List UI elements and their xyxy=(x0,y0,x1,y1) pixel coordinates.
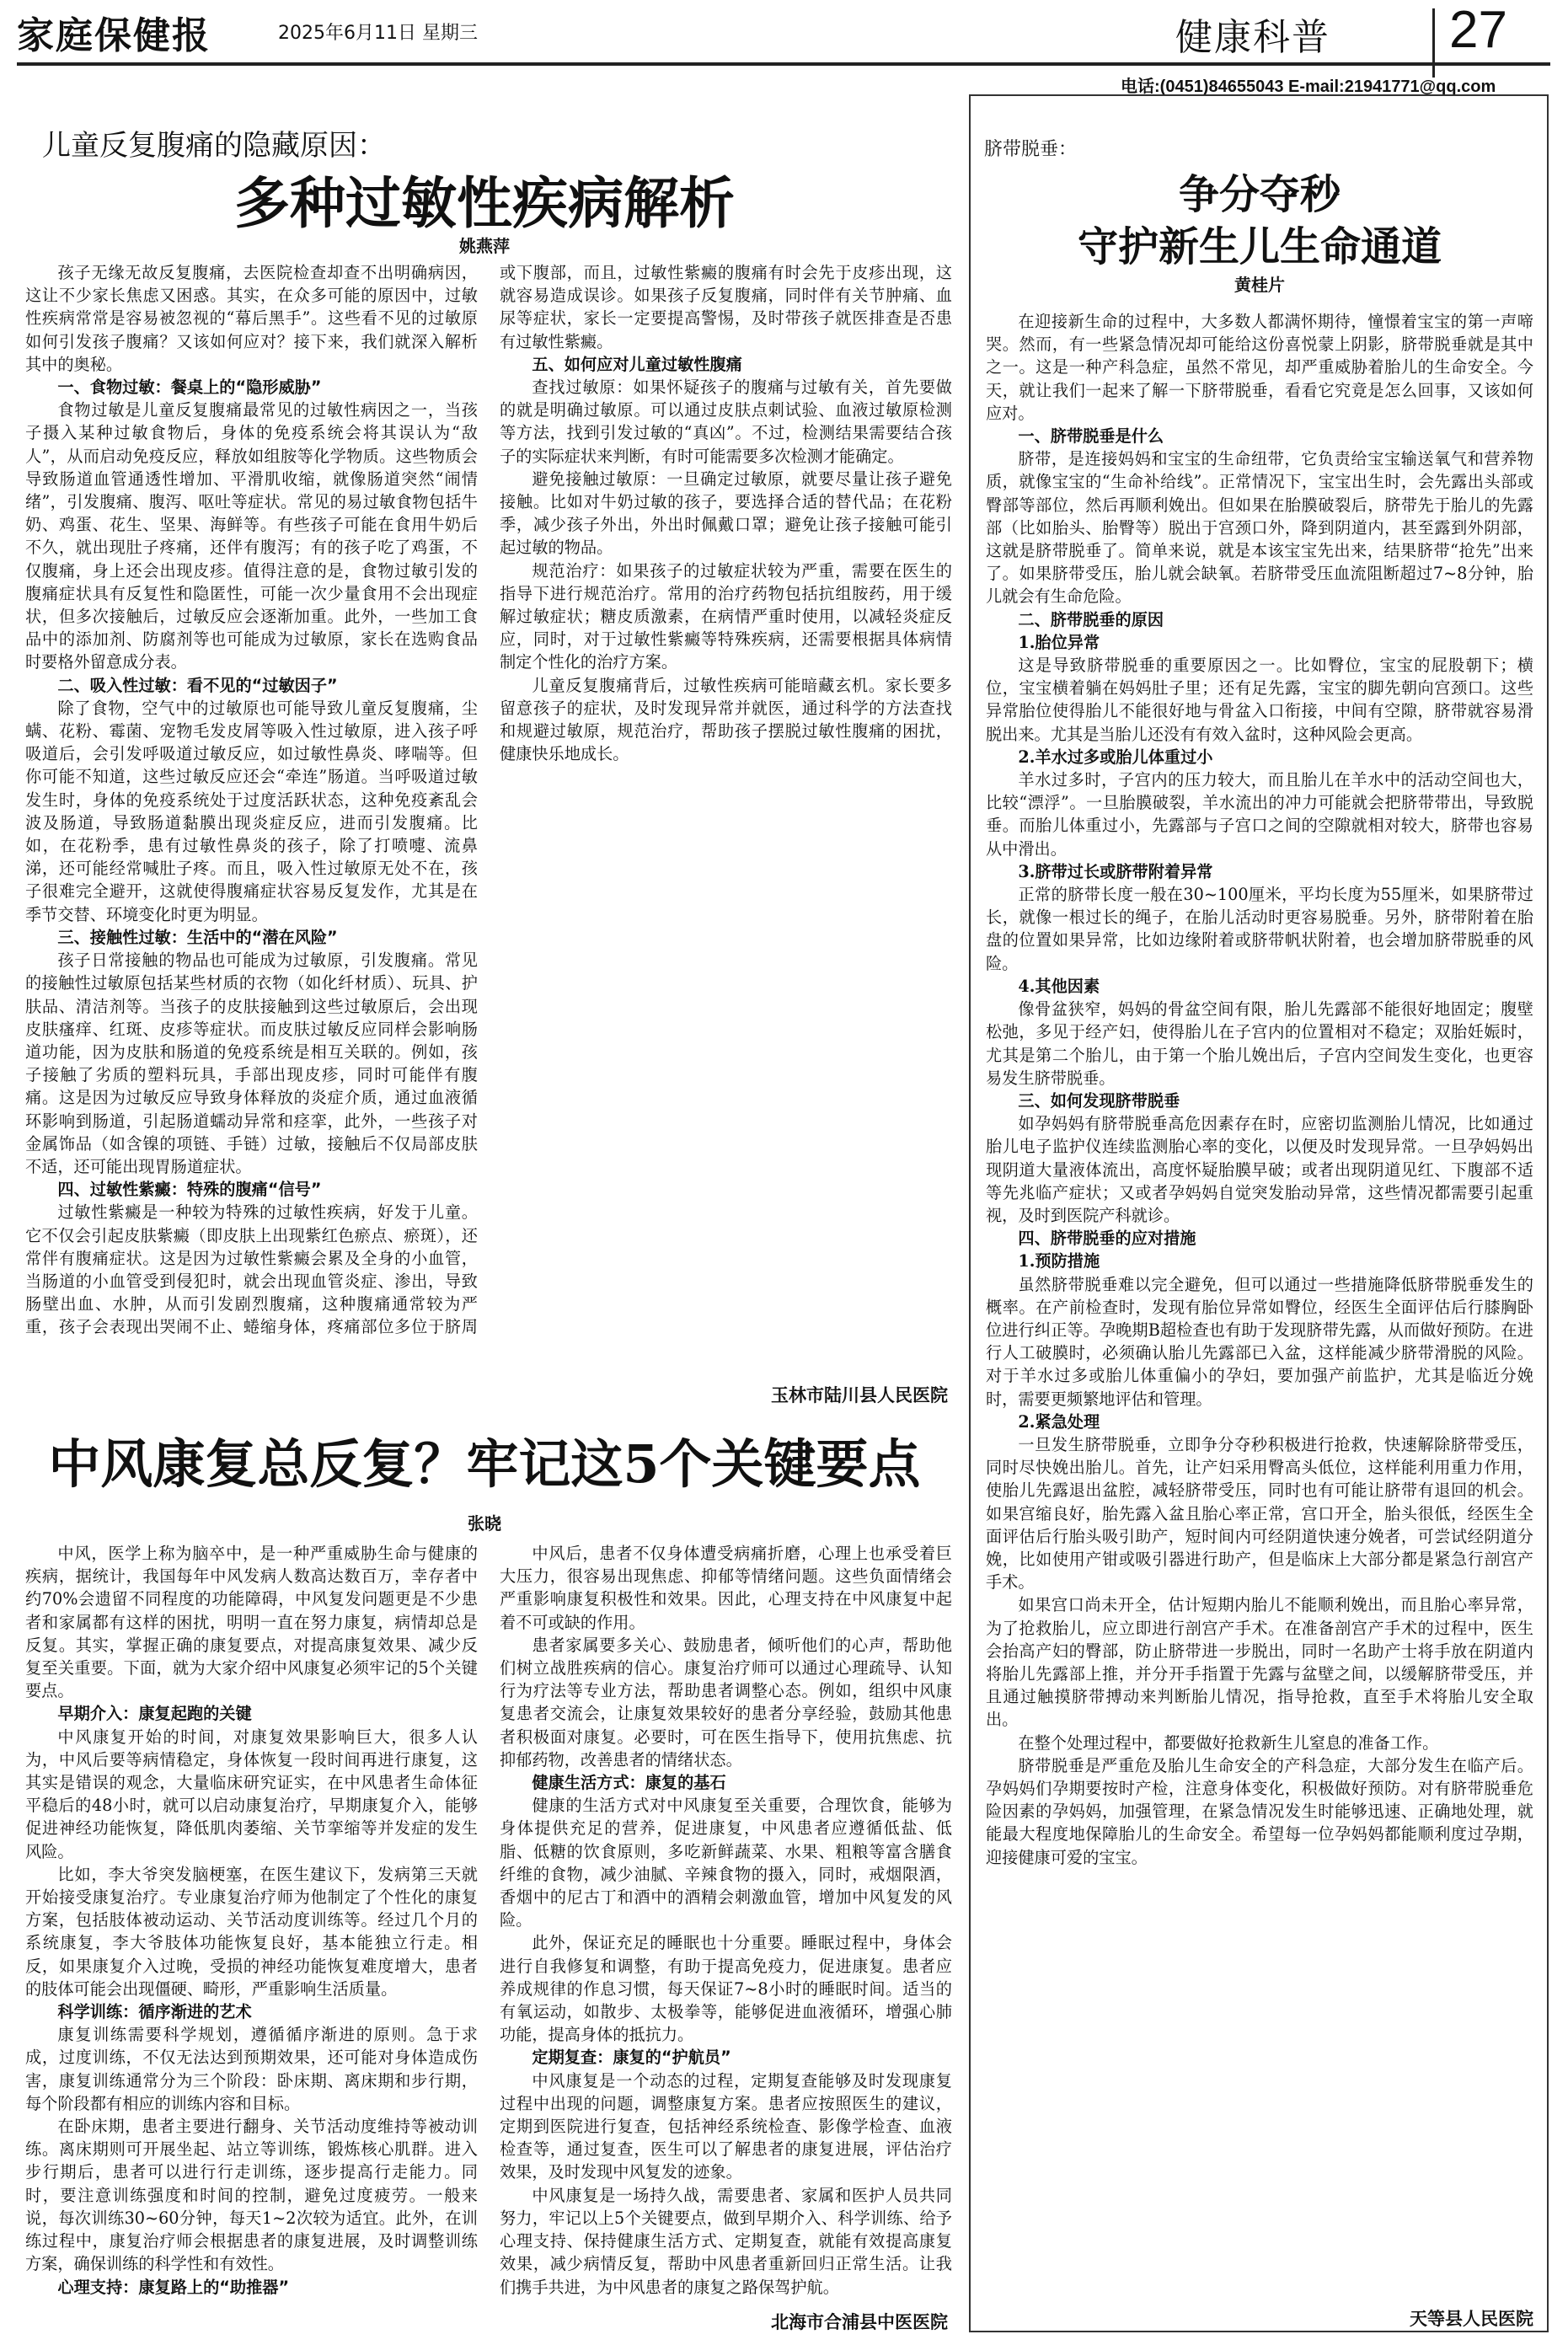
article1-author: 姚燕萍 xyxy=(459,236,510,256)
subheading: 2.羊水过多或胎儿体重过小 xyxy=(1018,747,1213,767)
article1-body xyxy=(25,261,952,1348)
subheading: 1.胎位异常 xyxy=(1018,632,1100,652)
newspaper-name: 家庭保健报 xyxy=(17,14,211,57)
subheading: 一、食物过敏：餐桌上的“隐形威胁” xyxy=(57,377,322,398)
paragraph: 患者家属要多关心、鼓励患者，倾听他们的心声，帮助他们树立战胜疾病的信心。康复治疗师可以通过心理疏导、认知行为疗法等专业方法，帮助患者调整心态。例如，组织中风康复患者交流会，让康复效果较好的患者分享经验，鼓励其他患者积极面对康复。必要时，可在医生指导下，使用抗焦虑、抗抑郁药物，改善患者的情绪状态。 xyxy=(500,1635,952,1769)
paragraph: 查找过敏原：如果怀疑孩子的腹痛与过敏有关，首先要做的就是明确过敏原。可以通过皮肤点刺试验、血液过敏原检测等方法，找到引发过敏的“真凶”。不过，检测结果需要结合孩子的实际症状来判断，有时可能需要多次检测才能确定。 xyxy=(500,377,952,466)
paragraph: 食物过敏是儿童反复腹痛最常见的过敏性病因之一，当孩子摄入某种过敏食物后，身体的免疫系统会将其误认为“敌人”，从而启动免疫反应，释放如组胺等化学物质。这些物质会导致肠道血管通透性增加、平滑肌收缩，就像肠道突然“闹情绪”，引发腹痛、腹泻、呕吐等症状。常见的易过敏食物包括牛奶、鸡蛋、花生、坚果、海鲜等。有些孩子可能在食用牛奶后不久，就出现肚子疼痛，还伴有腹泻；有的孩子吃了鸡蛋，不仅腹痛，身上还会出现皮疹。值得注意的是，食物过敏引发的腹痛症状具有反复性和隐匿性，可能一次少量食用不会出现症状，但多次接触后，过敏反应会逐渐加重。此外，一些加工食品中的添加剂、防腐剂等也可能成为过敏原，家长在选购食品时要格外留意成分表。 xyxy=(25,400,478,672)
paragraph: 如果宫口尚未开全，估计短期内胎儿不能顺利娩出，而且胎心率异常，为了抢救胎儿，应立即进行剖宫产手术。在准备剖宫产手术的过程中，医生会抬高产妇的臀部，防止脐带进一步脱出，同时一名助产士将手放在阴道内将胎儿先露部上推，并分开手指置于先露与盆壁之间，以缓解脐带受压，并且通过触摸脐带搏动来判断胎儿情况，指导抢救，直至手术将胎儿安全取出。 xyxy=(986,1595,1533,1730)
paragraph: 脐带脱垂是严重危及胎儿生命安全的产科急症，大部分发生在临产后。孕妈妈们孕期要按时产检，注意身体变化，积极做好预防。对有脐带脱垂危险因素的孕妈妈，加强管理，在紧急情况发生时能够迅速、正确地处理，就能最大程度地保障胎儿的生命安全。希望每一位孕妈妈都能顺利度过孕期，迎接健康可爱的宝宝。 xyxy=(986,1755,1533,1867)
paragraph: 中风康复是一场持久战，需要患者、家属和医护人员共同努力，牢记以上5个关键要点，做到早期介入、科学训练、给予心理支持、保持健康生活方式、定期复查，就能有效提高康复效果，减少病情反复，帮助中风患者重新回归正常生活。让我们携手共进，为中风患者的康复之路保驾护航。 xyxy=(500,2185,952,2297)
subheading: 定期复查：康复的“护航员” xyxy=(532,2048,731,2068)
subheading: 二、吸入性过敏：看不见的“过敏因子” xyxy=(57,675,338,695)
article3-title xyxy=(977,169,1542,273)
article3-organization: 天等县人民医院 xyxy=(1410,2309,1533,2329)
article2-author: 张晓 xyxy=(468,1513,501,1534)
paragraph: 比如，李大爷突发脑梗塞，在医生建议下，发病第三天就开始接受康复治疗。专业康复治疗师为他制定了个性化的康复方案，包括肢体被动运动、关节活动度训练等。经过几个月的系统康复，李大爷肢体功能恢复良好，基本能独立行走。相反，如果康复介入过晚，受损的神经功能恢复难度增大，患者的肢体可能会出现僵硬、畸形，严重影响生活质量。 xyxy=(25,1864,478,1999)
article3-kicker: 脐带脱垂： xyxy=(984,139,1078,160)
subheading: 四、脐带脱垂的应对措施 xyxy=(1018,1229,1196,1249)
subheading: 三、如何发现脐带脱垂 xyxy=(1018,1090,1180,1111)
subheading: 早期介入：康复起跑的关键 xyxy=(57,1704,252,1724)
article3-author: 黄桂片 xyxy=(1234,275,1285,295)
paragraph: 孩子日常接触的物品也可能成为过敏原，引发腹痛。常见的接触性过敏原包括某些材质的衣物（如化纤材质）、玩具、护肤品、清洁剂等。当孩子的皮肤接触到这些过敏原后，会出现皮肤瘙痒、红斑、皮疹等症状。而皮肤过敏反应同样会影响肠道功能，因为皮肤和肠道的免疫系统是相互关联的。例如，孩子接触了劣质的塑料玩具，手部出现皮疹，同时可能伴有腹痛。这是因为过敏反应导致身体释放的炎症介质，通过血液循环影响到肠道，引起肠道蠕动异常和痉挛，此外，一些孩子对金属饰品（如含镍的项链、手链）过敏，接触后不仅局部皮肤不适，还可能出现胃肠道症状。 xyxy=(25,950,478,1176)
paragraph: 此外，保证充足的睡眠也十分重要。睡眠过程中，身体会进行自我修复和调整，有助于提高免疫力，促进康复。患者应养成规律的作息习惯，每天保证7~8小时的睡眠时间。适当的有氧运动，如散步、太极拳等，能够促进血液循环，增强心肺功能，提高身体的抵抗力。 xyxy=(500,1933,952,2045)
masthead-rule xyxy=(17,62,1550,66)
paragraph: 儿童反复腹痛背后，过敏性疾病可能暗藏玄机。家长要多留意孩子的症状，及时发现异常并就医，通过科学的方法查找和规避过敏原，规范治疗，帮助孩子摆脱过敏性腹痛的困扰，健康快乐地成长。 xyxy=(500,675,952,764)
page-number-divider xyxy=(1432,8,1435,78)
paragraph: 羊水过多时，子宫内的压力较大，而且胎儿在羊水中的活动空间也大，比较“漂浮”。一旦胎膜破裂，羊水流出的冲力可能就会把脐带带出，导致脱垂。而胎儿体重过小，先露部与子宫口之间的空隙就相对较大，脐带也容易从中滑出。 xyxy=(986,770,1533,859)
subheading: 三、接触性过敏：生活中的“潜在风险” xyxy=(57,927,338,947)
contact-info: 电话:(0451)84655043 E-mail:21941771@qq.com xyxy=(1121,78,1496,96)
issue-date: 2025年6月11日 星期三 xyxy=(278,23,478,44)
paragraph: 正常的脐带长度一般在30~100厘米，平均长度为55厘米，如果脐带过长，就像一根过长的绳子，在胎儿活动时更容易脱垂。另外，脐带附着在胎盘的位置如果异常，比如边缘附着或脐带帆状附着，也会增加脐带脱垂的风险。 xyxy=(986,885,1533,973)
subheading: 二、脐带脱垂的原因 xyxy=(1018,609,1164,629)
paragraph: 这是导致脐带脱垂的重要原因之一。比如臀位，宝宝的屁股朝下；横位，宝宝横着躺在妈妈肚子里；还有足先露，宝宝的脚先朝向宫颈口。这些异常胎位使得胎儿不能很好地与骨盆入口衔接，中间有空隙，脐带就容易滑脱出来。尤其是当胎儿还没有有效入盆时，这种风险会更高。 xyxy=(986,656,1533,744)
article2-body xyxy=(25,1542,952,2326)
paragraph: 一旦发生脐带脱垂，立即争分夺秒积极进行抢救，快速解除脐带受压，同时尽快娩出胎儿。首先，让产妇采用臀高头低位，这样能利用重力作用，使胎儿先露退出盆腔，减轻脐带受压，同时也有可能让脐带有退回的机会。如果宫缩良好，胎先露入盆且胎心率正常，宫口开全，胎头很低，经医生全面评估后行胎头吸引助产，短时间内可经阴道快速分娩者，可尝试经阴道分娩，比如使用产钳或吸引器进行助产，但是临床上大部分都是紧急行剖宫产手术。 xyxy=(986,1434,1533,1593)
subheading: 4.其他因素 xyxy=(1018,976,1100,996)
article1-kicker: 儿童反复腹痛的隐藏原因： xyxy=(42,129,386,163)
subheading: 2.紧急处理 xyxy=(1018,1411,1100,1432)
article3-body xyxy=(986,310,1533,2265)
paragraph: 中风后，患者不仅身体遭受病痛折磨，心理上也承受着巨大压力，很容易出现焦虑、抑郁等情绪问题。这些负面情绪会严重影响康复积极性和效果。因此，心理支持在中风康复中起着不可或缺的作用。 xyxy=(500,1544,952,1632)
paragraph: 除了食物，空气中的过敏原也可能导致儿童反复腹痛，尘螨、花粉、霉菌、宠物毛发皮屑等吸入性过敏原，进入孩子呼吸道后，会引发呼吸道过敏反应，如过敏性鼻炎、哮喘等。但你可能不知道，这些过敏反应还会“牵连”肠道。当呼吸道过敏发生时，身体的免疫系统处于过度活跃状态，这种免疫紊乱会波及肠道，导致肠道黏膜出现炎症反应，进而引发腹痛。比如，在花粉季，患有过敏性鼻炎的孩子，除了打喷嚏、流鼻涕，还可能经常喊肚子疼。而且，吸入性过敏原无处不在，孩子很难完全避开，这就使得腹痛症状容易反复发作，尤其是在季节交替、环境变化时更为明显。 xyxy=(25,698,478,924)
paragraph: 像骨盆狭窄，妈妈的骨盆空间有限，胎儿先露部不能很好地固定；腹壁松弛，多见于经产妇，使得胎儿在子宫内的位置相对不稳定；双胎妊娠时，尤其是第二个胎儿，由于第一个胎儿娩出后，子宫内空间发生变化，也更容易发生脐带脱垂。 xyxy=(986,999,1533,1088)
paragraph: 在整个处理过程中，都要做好抢救新生儿窒息的准备工作。 xyxy=(1018,1732,1439,1753)
paragraph: 健康的生活方式对中风康复至关重要，合理饮食，能够为身体提供充足的营养，促进康复，中风患者应遵循低盐、低脂、低糖的饮食原则，多吃新鲜蔬菜、水果、粗粮等富含膳食纤维的食物，减少油腻、辛辣食物的摄入，同时，戒烟限酒，香烟中的尼古丁和酒中的酒精会刺激血管，增加中风复发的风险。 xyxy=(500,1796,952,1930)
section-name: 健康科普 xyxy=(1175,16,1330,59)
article1-organization: 玉林市陆川县人民医院 xyxy=(771,1385,948,1405)
paragraph: 在卧床期，患者主要进行翻身、关节活动度维持等被动训练。离床期则可开展坐起、站立等训练，锻炼核心肌群。进入步行期后，患者可以进行行走训练，逐步提高行走能力。同时，要注意训练强度和时间的控制，避免过度疲劳。一般来说，每次训练30~60分钟，每天1~2次较为适宜。此外，在训练过程中，康复治疗师会根据患者的康复进展，及时调整训练方案，确保训练的科学性和有效性。 xyxy=(25,2117,478,2274)
subheading: 五、如何应对儿童过敏性腹痛 xyxy=(532,354,742,374)
article2-title: 中风康复总反复？牢记这5个关键要点 xyxy=(48,1433,921,1495)
paragraph: 虽然脐带脱垂难以完全避免，但可以通过一些措施降低脐带脱垂发生的概率。在产前检查时，发现有胎位异常如臀位，经医生全面评估后行膝胸卧位进行纠正等。孕晚期B超检查也有助于发现脐带先露，从而做好预防。在进行人工破膜时，必须确认胎儿先露部已入盆，这样能减少脐带滑脱的风险。对于羊水过多或胎儿体重偏小的孕妇，要加强产前监护，尤其是临近分娩时，需要更频繁地评估和管理。 xyxy=(986,1274,1533,1409)
paragraph: 孩子无缘无故反复腹痛，去医院检查却查不出明确病因，这让不少家长焦虑又困惑。其实，在众多可能的原因中，过敏性疾病常常是容易被忽视的“幕后黑手”。这些看不见的过敏原如何引发孩子腹痛？又该如何应对？接下来，我们就深入解析其中的奥秘。 xyxy=(25,263,478,374)
subheading: 3.脐带过长或脐带附着异常 xyxy=(1018,861,1213,881)
article3-title-line1: 争分夺秒 xyxy=(1178,171,1341,218)
paragraph: 在迎接新生命的过程中，大多数人都满怀期待，憧憬着宝宝的第一声啼哭。然而，有一些紧急情况却可能给这份喜悦蒙上阴影，脐带脱垂就是其中之一。这是一种产科急症，虽然不常见，却严重威胁着胎儿的生命安全。今天，就让我们一起来了解一下脐带脱垂，看看它究竟是怎么回事，又该如何应对。 xyxy=(986,312,1533,423)
article2-organization: 北海市合浦县中医医院 xyxy=(771,2312,948,2332)
article1-title: 多种过敏性疾病解析 xyxy=(234,170,735,236)
subheading: 1.预防措施 xyxy=(1018,1251,1100,1272)
paragraph: 中风康复是一个动态的过程，定期复查能够及时发现康复过程中出现的问题，调整康复方案。患者应按照医生的建议，定期到医院进行复查，包括神经系统检查、影像学检查、血液检查等，通过复查，医生可以了解患者的康复进展，评估治疗效果，及时发现中风复发的迹象。 xyxy=(500,2070,952,2182)
subheading: 一、脐带脱垂是什么 xyxy=(1018,426,1164,447)
subheading: 科学训练：循序渐进的艺术 xyxy=(57,2002,252,2022)
subheading: 心理支持：康复路上的“助推器” xyxy=(57,2277,290,2297)
paragraph: 避免接触过敏原：一旦确定过敏原，就要尽量让孩子避免接触。比如对牛奶过敏的孩子，要选择合适的替代品；在花粉季，减少孩子外出，外出时佩戴口罩；避免让孩子接触可能引起过敏的物品。 xyxy=(500,468,952,558)
paragraph: 康复训练需要科学规划，遵循循序渐进的原则。急于求成，过度训练，不仅无法达到预期效果，还可能对身体造成伤害，康复训练通常分为三个阶段：卧床期、离床期和步行期，每个阶段都有相应的训练内容和目标。 xyxy=(25,2025,478,2113)
article3-title-line2: 守护新生儿生命通道 xyxy=(1077,223,1442,270)
page-number: 27 xyxy=(1449,1,1507,59)
subheading: 健康生活方式：康复的基石 xyxy=(532,1773,726,1793)
paragraph: 过敏性紫癜是一种较为特殊的过敏性疾病，好发于儿童。它不仅会引起皮肤紫癜（即皮肤上出现紫红色瘀点、瘀斑），还常伴有腹痛症状。这是因为过敏性紫癜会累及全身的小血管，当肠道的小血管受到侵犯时，就会出现血管炎症、渗出，导致肠壁出血、水肿，从而引发剧烈腹痛，这种腹痛通常较为严重，孩子会表现出哭闹不止、蜷缩身体，疼痛部位多位于脐周或下腹部，而且，过敏性紫癜的腹痛有时会先于皮疹出现，这就容易造成误诊。如果孩子反复腹痛，同时伴有关节肿痛、血尿等症状，家长一定要提高警惕，及时带孩子就医排查是否患有过敏性紫癜。 xyxy=(25,263,952,1337)
paragraph: 中风，医学上称为脑卒中，是一种严重威胁生命与健康的疾病，据统计，我国每年中风发病人数高达数百万，幸存者中约70%会遗留不同程度的功能障碍，中风复发问题更是不少患者和家属都有这样的困扰，明明一直在努力康复，病情却总是反复。其实，掌握正确的康复要点，对提高康复效果、减少反复至关重要。下面，就为大家介绍中风康复必须牢记的5个关键要点。 xyxy=(25,1544,478,1701)
paragraph: 中风康复开始的时间，对康复效果影响巨大，很多人认为，中风后要等病情稳定，身体恢复一段时间再进行康复，这其实是错误的观念，大量临床研究证实，在中风患者生命体征平稳后的48小时，就可以启动康复治疗，早期康复介入，能够促进神经功能恢复，降低肌肉萎缩、关节挛缩等并发症的发生风险。 xyxy=(25,1727,478,1861)
paragraph: 如孕妈妈有脐带脱垂高危因素存在时，应密切监测胎儿情况，比如通过胎儿电子监护仪连续监测胎心率的变化，以便及时发现异常。一旦孕妈妈出现阴道大量液体流出，高度怀疑胎膜早破；或者出现阴道见红、下腹部不适等先兆临产症状；又或者孕妈妈自觉突发胎动异常，这些情况都需要引起重视，及时到医院产科就诊。 xyxy=(986,1114,1533,1225)
subheading: 四、过敏性紫癜：特殊的腹痛“信号” xyxy=(57,1180,322,1200)
paragraph: 规范治疗：如果孩子的过敏症状较为严重，需要在医生的指导下进行规范治疗。常用的治疗药物包括抗组胺药，用于缓解过敏症状；糖皮质激素，在病情严重时使用，以减轻炎症反应，同时，对于过敏性紫癜等特殊疾病，还需要根据具体病情制定个性化的治疗方案。 xyxy=(500,560,952,672)
paragraph: 脐带，是连接妈妈和宝宝的生命纽带，它负责给宝宝输送氧气和营养物质，就像宝宝的“生命补给线”。正常情况下，宝宝出生时，会先露出头部或臀部等部位，然后再顺利娩出。但如果在胎膜破裂后，脐带先于胎儿的先露部（比如胎头、胎臀等）脱出于宫颈口外，降到阴道内，甚至露到外阴部，这就是脐带脱垂了。简单来说，就是本该宝宝先出来，结果脐带“抢先”出来了。如果脐带受压，胎儿就会缺氧。若脐带受压血流阻断超过7~8分钟，胎儿就会有生命危险。 xyxy=(986,449,1533,607)
